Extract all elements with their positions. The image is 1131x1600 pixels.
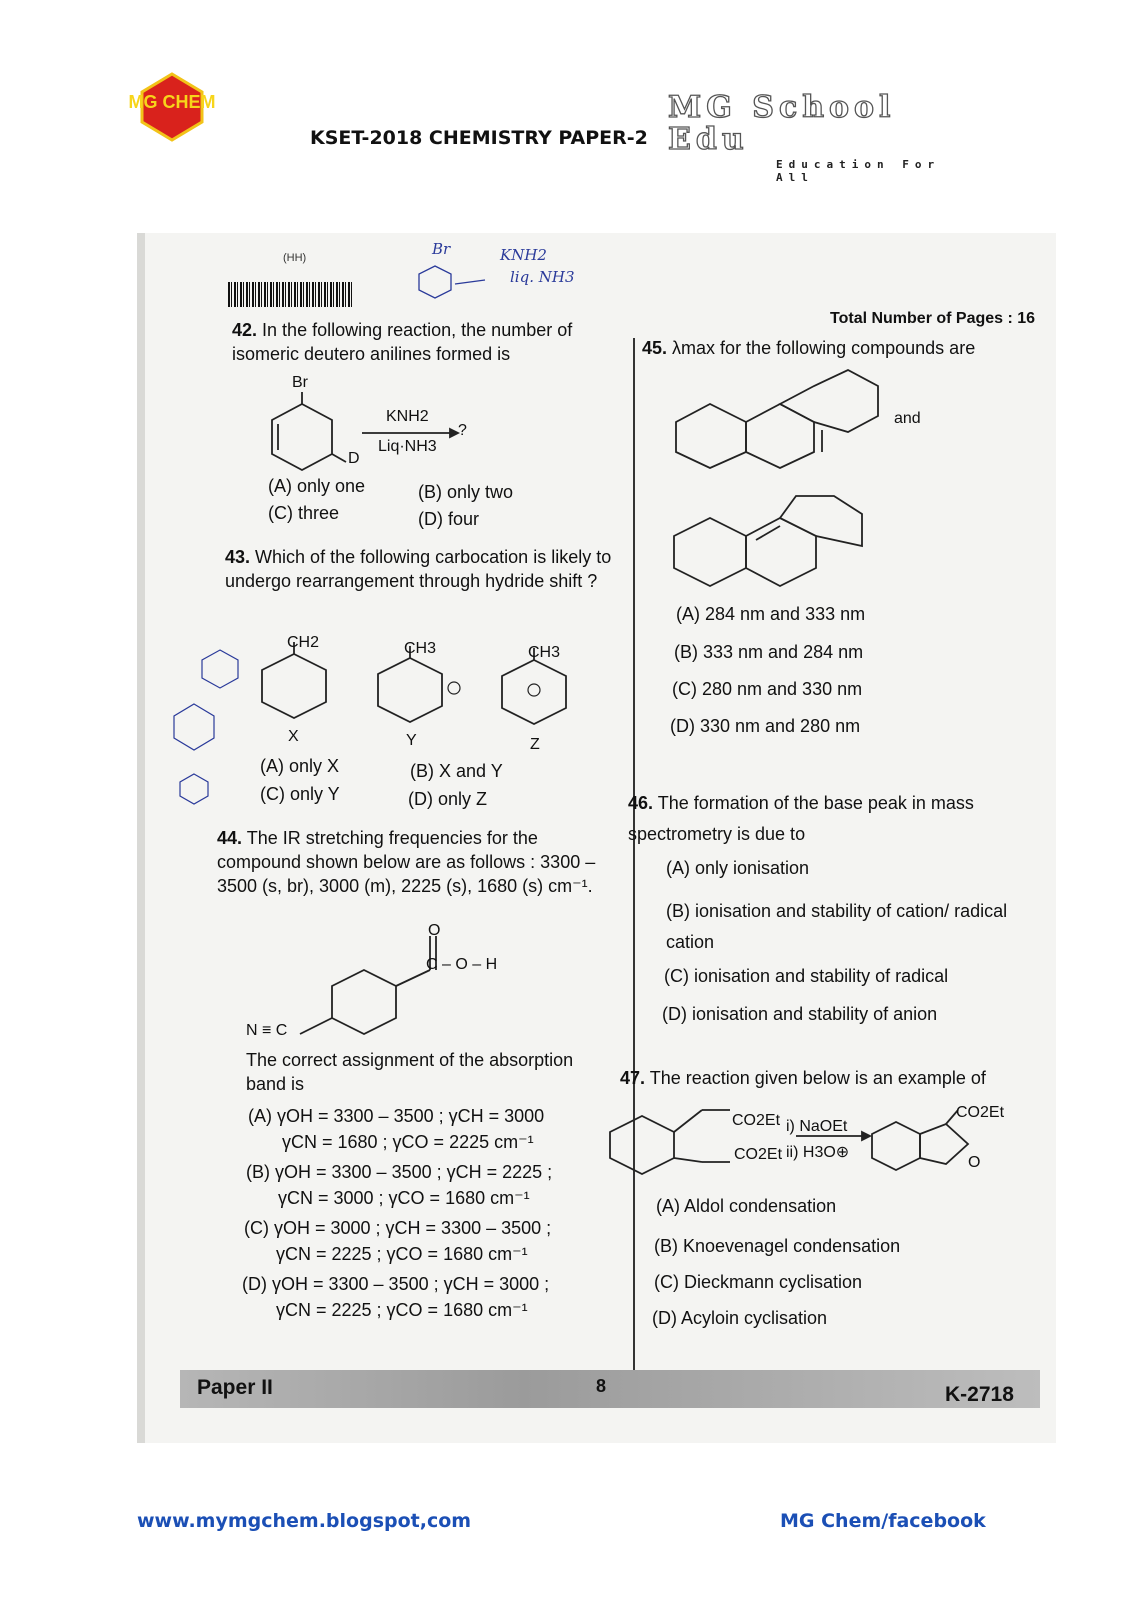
q44-option-a-line2: γCN = 1680 ; γCO = 2225 cm⁻¹ <box>282 1132 534 1152</box>
q47-reagent-1: i) NaOEt <box>786 1118 848 1135</box>
q44-text: The IR stretching frequencies for the compound shown below are as follows : 3300 – 3500 (s, br), 3000 (m), 2225 (s), 1680 (s) cm⁻¹. <box>217 828 596 896</box>
q47-text: The reaction given below is an example of <box>649 1068 986 1088</box>
q43-question <box>225 545 615 593</box>
brand-name: MG School Edu <box>668 90 896 157</box>
q47-number: 47. <box>620 1068 646 1088</box>
mg-chem-logo <box>128 72 216 142</box>
q42-option-a: (A) only one <box>268 476 366 496</box>
q43-option-b: (B) X and Y <box>410 761 503 781</box>
q44-option-b-line2: γCN = 3000 ; γCO = 1680 cm⁻¹ <box>278 1188 530 1208</box>
q42-reagent-nh3: Liq·NH3 <box>378 438 437 455</box>
q44-option-d: (D) γOH = 3300 – 3500 ; γCH = 3000 ; <box>242 1274 550 1294</box>
q46-option-b: (B) ionisation and stability of cation/ radical cation <box>666 901 1008 952</box>
q42-number: 42. <box>232 320 258 340</box>
q43-x-group: CH2 <box>287 634 320 651</box>
q45-text: λmax for the following compounds are <box>672 338 976 358</box>
q43-label-y: Y <box>406 732 417 749</box>
q43-option-c: (C) only Y <box>260 784 340 804</box>
q43-option-d: (D) only Z <box>408 789 488 809</box>
q47-option-b: (B) Knoevenagel condensation <box>654 1236 901 1256</box>
q45-option-c: (C) 280 nm and 330 nm <box>672 679 863 699</box>
q42-reagent-knh2: KNH2 <box>386 408 429 425</box>
q44-question <box>217 826 602 898</box>
q42-text: In the following reaction, the number of isomeric deutero anilines formed is <box>232 320 573 364</box>
q43-option-a: (A) only X <box>260 756 340 776</box>
handwritten-benzene-sketch <box>415 262 495 302</box>
q42-option-d: (D) four <box>418 509 480 529</box>
q43-carbocations <box>258 650 598 730</box>
q44-option-b: (B) γOH = 3300 – 3500 ; γCH = 2225 ; <box>246 1162 553 1182</box>
q44-question-2: The correct assignment of the absorption band is <box>246 1050 574 1094</box>
q42-br-label: Br <box>292 374 308 391</box>
q45-option-a: (A) 284 nm and 333 nm <box>676 604 866 624</box>
q43-label-x: X <box>288 728 299 745</box>
q46-option-c: (C) ionisation and stability of radical <box>664 966 949 986</box>
q42-reaction-arrow <box>362 428 462 438</box>
q44-cyanobenzoic-acid <box>300 930 440 1040</box>
footer-code: K-2718 <box>945 1383 1014 1406</box>
total-pages: Total Number of Pages : 16 <box>830 310 1036 327</box>
column-divider <box>633 338 635 1383</box>
q45-option-d: (D) 330 nm and 280 nm <box>670 716 861 736</box>
q42-d-label: D <box>348 450 360 467</box>
q47-sub2: CO2Et <box>734 1146 783 1163</box>
q45-and: and <box>894 410 921 427</box>
q46-text: The formation of the base peak in mass spectrometry is due to <box>628 793 974 844</box>
q44-option-a: (A) γOH = 3300 – 3500 ; γCH = 3000 <box>248 1106 545 1126</box>
q45-question <box>642 336 1022 360</box>
q47-product-o: O <box>968 1154 981 1171</box>
q43-number: 43. <box>225 547 251 567</box>
handwritten-note-br: Br <box>432 240 451 258</box>
q44-o-label: O <box>428 922 441 939</box>
q43-label-z: Z <box>530 736 540 753</box>
q44-option-c-line2: γCN = 2225 ; γCO = 1680 cm⁻¹ <box>276 1244 528 1264</box>
q42-question <box>232 318 622 366</box>
q45-compound-2 <box>670 492 870 592</box>
q44-nitrile-label: N ≡ C <box>246 1022 288 1039</box>
q47-product-group: CO2Et <box>956 1104 1005 1121</box>
handwritten-note-nh3: liq. NH3 <box>510 268 575 286</box>
handwritten-note-knh2: KNH2 <box>500 246 547 264</box>
q42-option-c: (C) three <box>268 503 340 523</box>
q43-z-group: CH3 <box>528 644 561 661</box>
q45-number: 45. <box>642 338 668 358</box>
q46-option-a: (A) only ionisation <box>666 858 810 878</box>
q42-product: ? <box>458 422 467 439</box>
q43-y-group: CH3 <box>404 640 437 657</box>
q47-question <box>620 1066 1005 1090</box>
q45-compound-1 <box>672 366 902 476</box>
page-footer-bar <box>180 1370 1040 1408</box>
brand-tagline: Education For All <box>776 158 941 184</box>
footer-paper-label: Paper II <box>197 1376 273 1399</box>
q47-sub1: CO2Et <box>732 1112 781 1129</box>
q47-option-a: (A) Aldol condensation <box>656 1196 837 1216</box>
q46-option-d: (D) ionisation and stability of anion <box>662 1004 938 1024</box>
footer-page-number: 8 <box>596 1376 607 1396</box>
q46-question <box>628 788 1018 850</box>
page-code: (HH) <box>283 252 307 264</box>
q45-option-b: (B) 333 nm and 284 nm <box>674 642 864 662</box>
q47-option-d: (D) Acyloin cyclisation <box>652 1308 828 1328</box>
q47-dieckmann-reaction <box>606 1098 986 1178</box>
q43-text: Which of the following carbocation is likely to undergo rearrangement through hydride shift ? <box>225 547 612 591</box>
q46-number: 46. <box>628 793 654 813</box>
facebook-link[interactable]: MG Chem/facebook <box>780 1510 986 1532</box>
website-link[interactable]: www.mymgchem.blogspot,com <box>137 1510 472 1532</box>
q44-option-d-line2: γCN = 2225 ; γCO = 1680 cm⁻¹ <box>276 1300 528 1320</box>
brand-block <box>668 92 988 184</box>
q44-option-c: (C) γOH = 3000 ; γCH = 3300 – 3500 ; <box>244 1218 552 1238</box>
q44-cooh-label: C – O – H <box>426 956 498 973</box>
barcode <box>228 282 354 307</box>
q44-number: 44. <box>217 828 243 848</box>
q43-handwritten-sketches <box>160 630 250 810</box>
q42-option-b: (B) only two <box>418 482 514 502</box>
document-title: KSET-2018 CHEMISTRY PAPER-2 <box>310 127 648 149</box>
logo-text: MG CHEM <box>128 92 216 112</box>
q47-reagent-2: ii) H3O⊕ <box>786 1144 850 1161</box>
q47-option-c: (C) Dieckmann cyclisation <box>654 1272 863 1292</box>
